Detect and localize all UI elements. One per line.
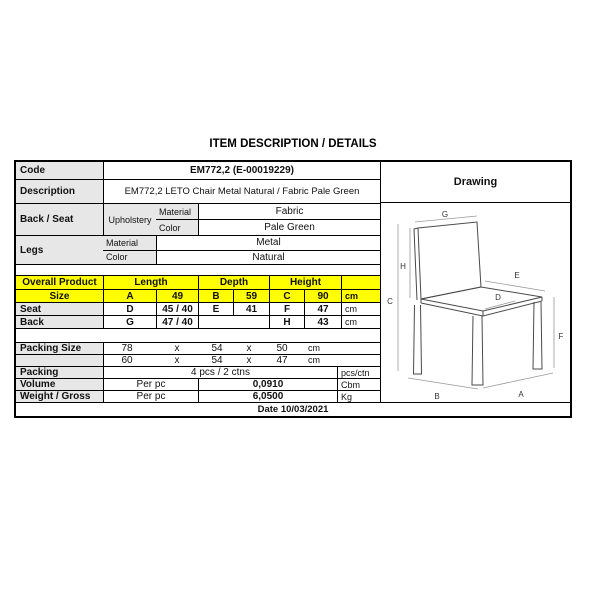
size-header-row-1 <box>16 275 380 289</box>
dim-label-b: B <box>434 392 440 401</box>
dim-label-f: F <box>558 332 564 341</box>
description-row <box>16 179 380 203</box>
unit-header-empty <box>341 276 380 289</box>
page-title: ITEM DESCRIPTION / DETAILS <box>209 138 377 150</box>
dim-a-value: 49 <box>156 290 198 302</box>
volume-value: 0,0910 <box>198 379 337 390</box>
dim-d-value: 45 / 40 <box>156 303 198 315</box>
code-row <box>16 162 380 179</box>
legs-color-row <box>103 250 380 265</box>
color-key: Color <box>103 251 156 265</box>
dim-label-c: C <box>387 297 393 306</box>
weight-label: Weight / Gross <box>16 391 103 402</box>
back-seat-material-row <box>156 204 380 219</box>
dim-e-value: 41 <box>233 303 269 315</box>
back-size-row <box>16 315 380 328</box>
pack2-x2: x <box>246 355 252 366</box>
seat-label: Seat <box>16 303 103 315</box>
packing-size-values-1 <box>103 343 380 354</box>
chair-drawing <box>381 203 570 402</box>
dim-e-letter: E <box>198 303 233 315</box>
dim-b-value: 59 <box>233 290 269 302</box>
dim-label-h: H <box>400 262 406 271</box>
pack2-num2: 54 <box>211 355 223 366</box>
spec-table <box>14 160 572 418</box>
legs-material-row <box>103 236 380 250</box>
weight-per: Per pc <box>103 391 198 402</box>
dim-label-e: E <box>514 271 520 280</box>
packing-label: Packing <box>16 367 103 378</box>
volume-unit: Cbm <box>337 379 380 390</box>
description-value: EM772,2 LETO Chair Metal Natural / Fabric Pale Green <box>103 180 380 203</box>
dim-b-letter: B <box>198 290 233 302</box>
pack1-num2: 54 <box>211 343 223 354</box>
packing-size-row-1 <box>16 342 380 354</box>
length-header: Length <box>103 276 198 289</box>
dim-a-letter: A <box>103 290 156 302</box>
packing-size-row-2 <box>16 354 380 366</box>
chair-drawing-svg <box>381 203 570 402</box>
dim-label-d: D <box>495 293 501 302</box>
volume-label: Volume <box>16 379 103 390</box>
code-value: EM772,2 (E-00019229) <box>103 162 380 179</box>
material-key: Material <box>103 236 156 250</box>
size-header-label-2: Size <box>16 290 103 302</box>
pack1-unit: cm <box>308 343 320 353</box>
back-seat-material-value: Fabric <box>198 204 380 219</box>
size-header-row-2 <box>16 289 380 302</box>
pack2-x1: x <box>174 355 180 366</box>
back-seat-color-row <box>156 219 380 235</box>
spacer-row <box>16 264 380 275</box>
upholstery-label: Upholstery <box>103 204 156 235</box>
volume-row <box>16 378 380 390</box>
packing-size-label: Packing Size <box>16 343 103 354</box>
packing-size-values-2 <box>103 355 380 366</box>
drawing-column <box>380 162 570 402</box>
back-seat-label: Back / Seat <box>16 204 103 235</box>
pack1-x2: x <box>246 343 252 354</box>
drawing-header: Drawing <box>381 162 570 203</box>
pack1-num3: 50 <box>276 343 288 354</box>
depth-header: Depth <box>198 276 269 289</box>
dim-f-value: 47 <box>304 303 341 315</box>
dim-g-letter: G <box>103 316 156 328</box>
weight-value: 6,0500 <box>198 391 337 402</box>
dim-label-a: A <box>518 390 524 399</box>
legs-color-value: Natural <box>156 251 380 265</box>
unit-cm: cm <box>341 290 380 302</box>
unit-cm: cm <box>341 316 380 328</box>
color-key: Color <box>156 220 198 235</box>
material-key: Material <box>156 204 198 219</box>
packing-value: 4 pcs / 2 ctns <box>103 367 337 378</box>
pack1-num1: 78 <box>121 343 133 354</box>
dim-h-value: 43 <box>304 316 341 328</box>
dim-f-letter: F <box>269 303 304 315</box>
merged-empty-cell <box>198 316 269 328</box>
packing-unit: pcs/ctn <box>337 367 380 378</box>
pack2-unit: cm <box>308 355 320 365</box>
back-label: Back <box>16 316 103 328</box>
dim-g-value: 47 / 40 <box>156 316 198 328</box>
pack2-num1: 60 <box>121 355 133 366</box>
dim-h-letter: H <box>269 316 304 328</box>
weight-unit: Kg <box>337 391 380 402</box>
spec-table-main <box>16 162 380 402</box>
seat-size-row <box>16 302 380 315</box>
dim-c-letter: C <box>269 290 304 302</box>
code-label: Code <box>16 162 103 179</box>
pack2-num3: 47 <box>276 355 288 366</box>
volume-per: Per pc <box>103 379 198 390</box>
description-label: Description <box>16 180 103 203</box>
back-seat-color-value: Pale Green <box>198 220 380 235</box>
dim-c-value: 90 <box>304 290 341 302</box>
legs-row <box>16 235 380 264</box>
back-seat-row <box>16 203 380 235</box>
packing-size-label-cont <box>16 355 103 366</box>
size-header-label-1: Overall Product <box>16 276 103 289</box>
dim-d-letter: D <box>103 303 156 315</box>
legs-label: Legs <box>16 236 103 264</box>
legs-material-value: Metal <box>156 236 380 250</box>
spacer-row <box>16 328 380 342</box>
pack1-x1: x <box>174 343 180 354</box>
weight-row <box>16 390 380 402</box>
height-header: Height <box>269 276 341 289</box>
unit-cm: cm <box>341 303 380 315</box>
dim-label-g: G <box>441 210 449 219</box>
packing-row <box>16 366 380 378</box>
date-row: Date 10/03/2021 <box>16 402 570 416</box>
